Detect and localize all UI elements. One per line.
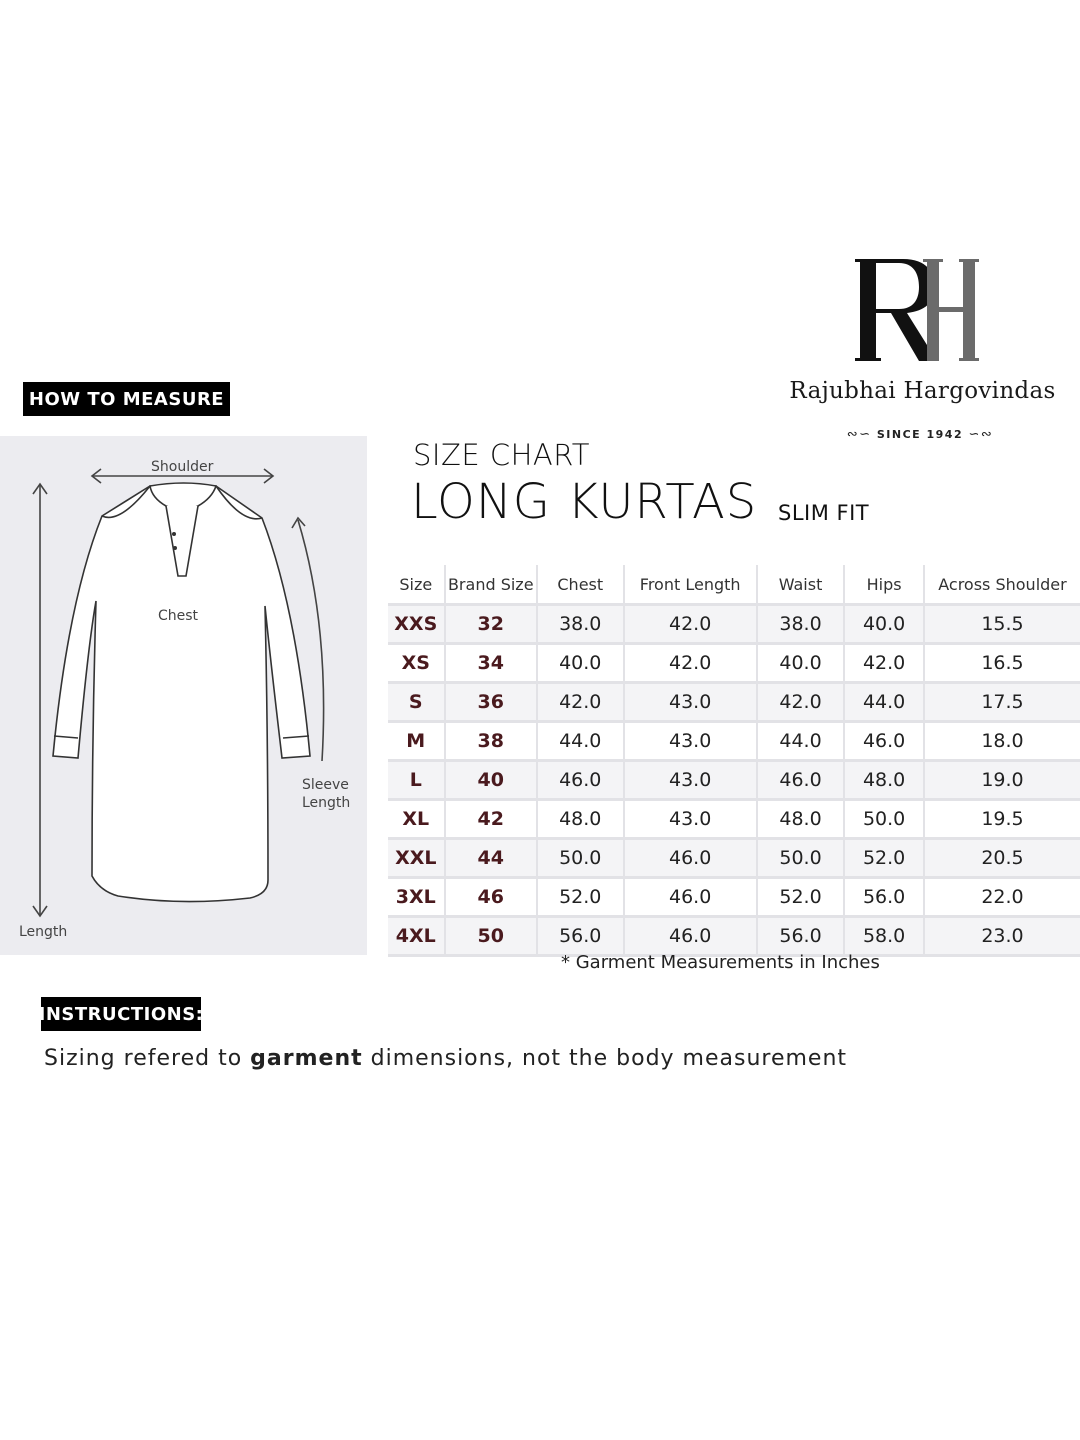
cell-brand-size: 32 — [445, 605, 537, 644]
cell-hips: 58.0 — [844, 917, 924, 956]
cell-waist: 56.0 — [757, 917, 844, 956]
instructions-text-after: dimensions, not the body measurement — [362, 1046, 848, 1071]
size-table — [388, 565, 1080, 957]
cell-across-shoulder: 19.0 — [924, 761, 1080, 800]
chest-label: Chest — [158, 608, 199, 624]
length-label: Length — [19, 924, 68, 940]
table-row — [388, 761, 1080, 800]
header-brand-size: Brand Size — [445, 565, 537, 605]
table-row — [388, 605, 1080, 644]
table-row — [388, 839, 1080, 878]
instructions-text — [44, 1046, 847, 1071]
flourish-left-icon: ∾∽ — [846, 427, 872, 442]
cell-across-shoulder: 17.5 — [924, 683, 1080, 722]
cell-waist: 40.0 — [757, 644, 844, 683]
header-front-length: Front Length — [624, 565, 757, 605]
cell-front-length: 46.0 — [624, 917, 757, 956]
cell-chest: 38.0 — [537, 605, 624, 644]
cell-across-shoulder: 19.5 — [924, 800, 1080, 839]
fit-subtitle: SLIM FIT — [778, 501, 870, 525]
cell-front-length: 46.0 — [624, 878, 757, 917]
flourish-right-icon: ∽∾ — [968, 427, 994, 442]
cell-size: M — [388, 722, 445, 761]
cell-size: L — [388, 761, 445, 800]
since-text: SINCE 1942 — [876, 428, 964, 441]
cell-brand-size: 44 — [445, 839, 537, 878]
cell-front-length: 43.0 — [624, 683, 757, 722]
cell-size: S — [388, 683, 445, 722]
measurement-diagram — [0, 436, 367, 955]
cell-chest: 52.0 — [537, 878, 624, 917]
sleeve-label-line2: Length — [302, 795, 351, 811]
cell-front-length: 43.0 — [624, 761, 757, 800]
cell-front-length: 46.0 — [624, 839, 757, 878]
cell-hips: 52.0 — [844, 839, 924, 878]
cell-chest: 40.0 — [537, 644, 624, 683]
cell-waist: 44.0 — [757, 722, 844, 761]
cell-chest: 42.0 — [537, 683, 624, 722]
header-hips: Hips — [844, 565, 924, 605]
product-title: LONG KURTAS — [411, 474, 758, 530]
measurement-note: * Garment Measurements in Inches — [561, 952, 880, 973]
brand-name: Rajubhai Hargovindas — [789, 378, 1056, 404]
sleeve-label-line1: Sleeve — [302, 777, 349, 793]
cell-waist: 42.0 — [757, 683, 844, 722]
cell-hips: 48.0 — [844, 761, 924, 800]
cell-across-shoulder: 18.0 — [924, 722, 1080, 761]
cell-size: XXL — [388, 839, 445, 878]
cell-front-length: 42.0 — [624, 605, 757, 644]
cell-size: XS — [388, 644, 445, 683]
how-to-measure-label: HOW TO MEASURE — [23, 382, 230, 416]
since-tagline — [840, 427, 1000, 442]
table-row — [388, 878, 1080, 917]
instructions-label: INSTRUCTIONS: — [41, 997, 201, 1031]
cell-size: 4XL — [388, 917, 445, 956]
size-chart-title: SIZE CHART — [413, 438, 591, 472]
cell-brand-size: 46 — [445, 878, 537, 917]
cell-across-shoulder: 23.0 — [924, 917, 1080, 956]
cell-front-length: 42.0 — [624, 644, 757, 683]
cell-chest: 48.0 — [537, 800, 624, 839]
cell-brand-size: 42 — [445, 800, 537, 839]
cell-front-length: 43.0 — [624, 722, 757, 761]
cell-across-shoulder: 15.5 — [924, 605, 1080, 644]
cell-waist: 50.0 — [757, 839, 844, 878]
cell-across-shoulder: 22.0 — [924, 878, 1080, 917]
table-row — [388, 722, 1080, 761]
cell-size: 3XL — [388, 878, 445, 917]
cell-chest: 50.0 — [537, 839, 624, 878]
cell-hips: 44.0 — [844, 683, 924, 722]
cell-waist: 38.0 — [757, 605, 844, 644]
cell-hips: 40.0 — [844, 605, 924, 644]
instructions-text-bold: garment — [250, 1046, 363, 1071]
cell-across-shoulder: 20.5 — [924, 839, 1080, 878]
table-row — [388, 800, 1080, 839]
cell-hips: 56.0 — [844, 878, 924, 917]
cell-hips: 46.0 — [844, 722, 924, 761]
brand-logo — [855, 255, 985, 365]
header-across-shoulder: Across Shoulder — [924, 565, 1080, 605]
cell-waist: 46.0 — [757, 761, 844, 800]
shoulder-label: Shoulder — [151, 459, 214, 475]
header-waist: Waist — [757, 565, 844, 605]
table-header-row — [388, 565, 1080, 605]
table-row — [388, 644, 1080, 683]
cell-brand-size: 40 — [445, 761, 537, 800]
cell-hips: 42.0 — [844, 644, 924, 683]
cell-chest: 44.0 — [537, 722, 624, 761]
cell-size: XXS — [388, 605, 445, 644]
table-row — [388, 917, 1080, 956]
cell-brand-size: 36 — [445, 683, 537, 722]
cell-brand-size: 34 — [445, 644, 537, 683]
cell-front-length: 43.0 — [624, 800, 757, 839]
cell-waist: 52.0 — [757, 878, 844, 917]
header-size: Size — [388, 565, 445, 605]
cell-brand-size: 38 — [445, 722, 537, 761]
cell-chest: 46.0 — [537, 761, 624, 800]
cell-size: XL — [388, 800, 445, 839]
cell-across-shoulder: 16.5 — [924, 644, 1080, 683]
cell-waist: 48.0 — [757, 800, 844, 839]
cell-hips: 50.0 — [844, 800, 924, 839]
header-chest: Chest — [537, 565, 624, 605]
cell-brand-size: 50 — [445, 917, 537, 956]
cell-chest: 56.0 — [537, 917, 624, 956]
table-row — [388, 683, 1080, 722]
instructions-text-before: Sizing refered to — [44, 1046, 251, 1071]
